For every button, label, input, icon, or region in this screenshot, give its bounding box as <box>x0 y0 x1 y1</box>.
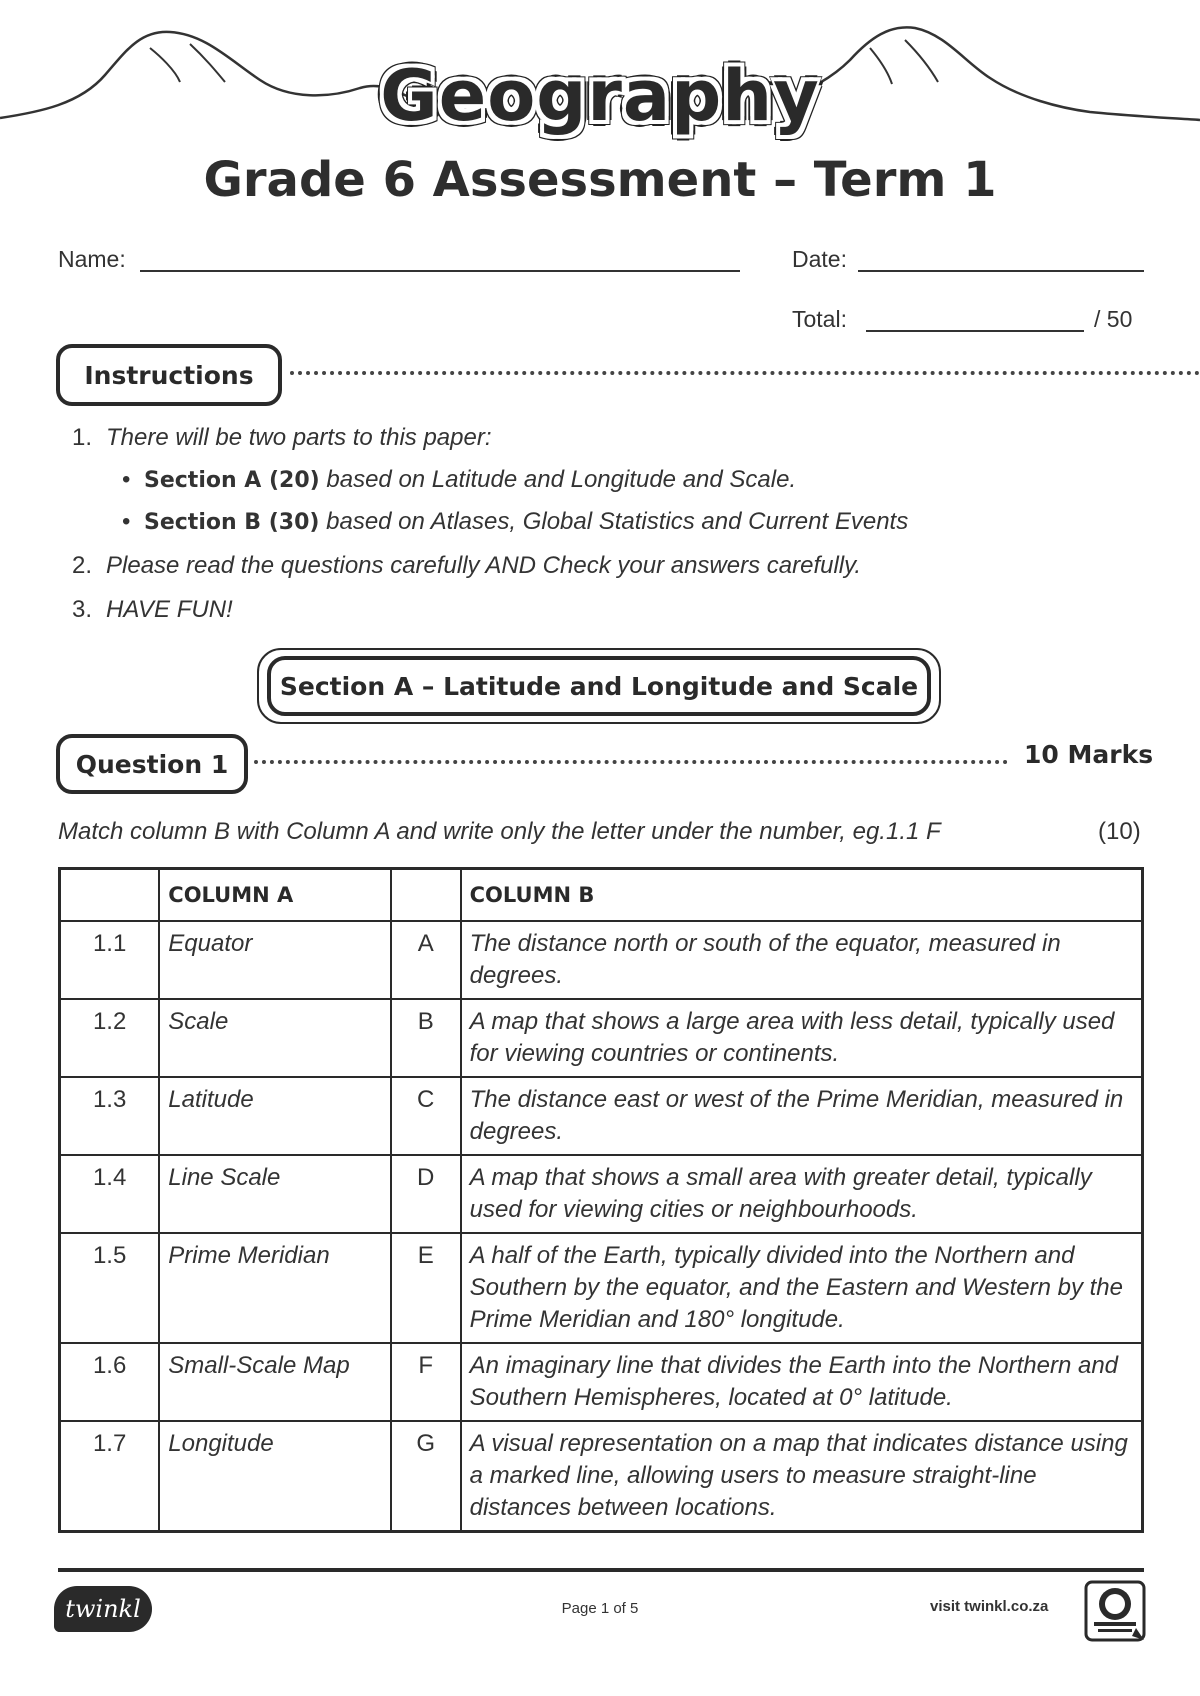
column-a-term: Longitude <box>159 1421 391 1532</box>
row-number: 1.3 <box>60 1077 160 1155</box>
table-row <box>60 1077 1143 1155</box>
header-column-a: COLUMN A <box>159 869 391 922</box>
instruction-number: 2. <box>72 552 93 579</box>
total-field[interactable] <box>866 330 1084 332</box>
matching-table <box>58 867 1144 1533</box>
instruction-bullet-2 <box>122 508 908 536</box>
column-a-term: Prime Meridian <box>159 1233 391 1343</box>
question-1-points: (10) <box>1098 818 1141 845</box>
column-b-definition: The distance north or south of the equator, measured in degrees. <box>461 921 1143 999</box>
column-a-term: Equator <box>159 921 391 999</box>
name-field[interactable] <box>140 270 740 272</box>
instruction-number: 3. <box>72 596 93 623</box>
row-number: 1.4 <box>60 1155 160 1233</box>
bullet-label: Section B (30) <box>144 510 320 535</box>
table-row <box>60 1343 1143 1421</box>
bullet-text: based on Atlases, Global Statistics and Current Events <box>319 508 909 535</box>
row-number: 1.1 <box>60 921 160 999</box>
page-number: Page 1 of 5 <box>561 1600 639 1617</box>
row-number: 1.2 <box>60 999 160 1077</box>
section-a-heading: Section A – Latitude and Longitude and Scale <box>267 656 931 716</box>
table-row <box>60 999 1143 1077</box>
column-b-definition: A half of the Earth, typically divided into the Northern and Southern by the equator, and the Eastern and Western by the Prime Meridian and 180° longitude. <box>461 1233 1143 1343</box>
question-1-instruction: Match column B with Column A and write only the letter under the number, eg.1.1 F <box>58 818 941 845</box>
instruction-text: Please read the questions carefully AND Check your answers carefully. <box>106 552 862 579</box>
column-a-term: Small-Scale Map <box>159 1343 391 1421</box>
column-a-term: Latitude <box>159 1077 391 1155</box>
row-number: 1.6 <box>60 1343 160 1421</box>
site-link[interactable]: visit twinkl.co.za <box>930 1598 1049 1615</box>
page-title: Geography <box>380 55 820 137</box>
column-b-letter: B <box>391 999 461 1077</box>
twinkl-logo: twinkl <box>54 1586 152 1632</box>
date-label: Date: <box>792 246 847 272</box>
instruction-bullet-1 <box>122 466 796 494</box>
header-column-b: COLUMN B <box>461 869 1143 922</box>
table-row <box>60 1421 1143 1532</box>
question-1-heading: Question 1 <box>56 734 248 794</box>
dotted-divider <box>254 760 1008 764</box>
instruction-text: HAVE FUN! <box>106 596 233 623</box>
column-b-definition: A visual representation on a map that indicates distance using a marked line, allowing users to measure straight-line distances between locations. <box>461 1421 1143 1532</box>
bullet-icon: • <box>122 508 131 535</box>
total-max: / 50 <box>1094 306 1133 332</box>
quality-badge-icon <box>1082 1578 1148 1644</box>
name-label: Name: <box>58 246 126 272</box>
column-b-definition: The distance east or west of the Prime Meridian, measured in degrees. <box>461 1077 1143 1155</box>
table-row <box>60 1233 1143 1343</box>
column-a-term: Line Scale <box>159 1155 391 1233</box>
row-number: 1.5 <box>60 1233 160 1343</box>
assessment-subtitle: Grade 6 Assessment – Term 1 <box>203 152 997 208</box>
instruction-item-2 <box>72 552 861 580</box>
row-number: 1.7 <box>60 1421 160 1532</box>
instruction-text: There will be two parts to this paper: <box>106 424 492 451</box>
column-b-letter: C <box>391 1077 461 1155</box>
total-label: Total: <box>792 306 847 332</box>
instruction-item-1 <box>72 424 492 452</box>
column-b-letter: D <box>391 1155 461 1233</box>
column-b-letter: G <box>391 1421 461 1532</box>
table-row <box>60 921 1143 999</box>
instructions-heading: Instructions <box>56 344 282 406</box>
bullet-label: Section A (20) <box>144 468 320 493</box>
bullet-icon: • <box>122 466 131 493</box>
footer-divider <box>58 1568 1144 1572</box>
table-header-row <box>60 869 1143 922</box>
question-1-marks: 10 Marks <box>1024 740 1154 769</box>
instruction-number: 1. <box>72 424 93 451</box>
instruction-item-3 <box>72 596 233 624</box>
date-field[interactable] <box>858 270 1144 272</box>
column-b-letter: A <box>391 921 461 999</box>
column-b-definition: A map that shows a small area with greater detail, typically used for viewing cities or neighbourhoods. <box>461 1155 1143 1233</box>
table-row <box>60 1155 1143 1233</box>
column-b-letter: F <box>391 1343 461 1421</box>
column-a-term: Scale <box>159 999 391 1077</box>
column-b-definition: A map that shows a large area with less detail, typically used for viewing countries or continents. <box>461 999 1143 1077</box>
column-b-letter: E <box>391 1233 461 1343</box>
column-b-definition: An imaginary line that divides the Earth into the Northern and Southern Hemispheres, located at 0° latitude. <box>461 1343 1143 1421</box>
header-number <box>60 869 160 922</box>
dotted-divider <box>290 371 1200 375</box>
bullet-text: based on Latitude and Longitude and Scale. <box>319 466 797 493</box>
header-letter <box>391 869 461 922</box>
